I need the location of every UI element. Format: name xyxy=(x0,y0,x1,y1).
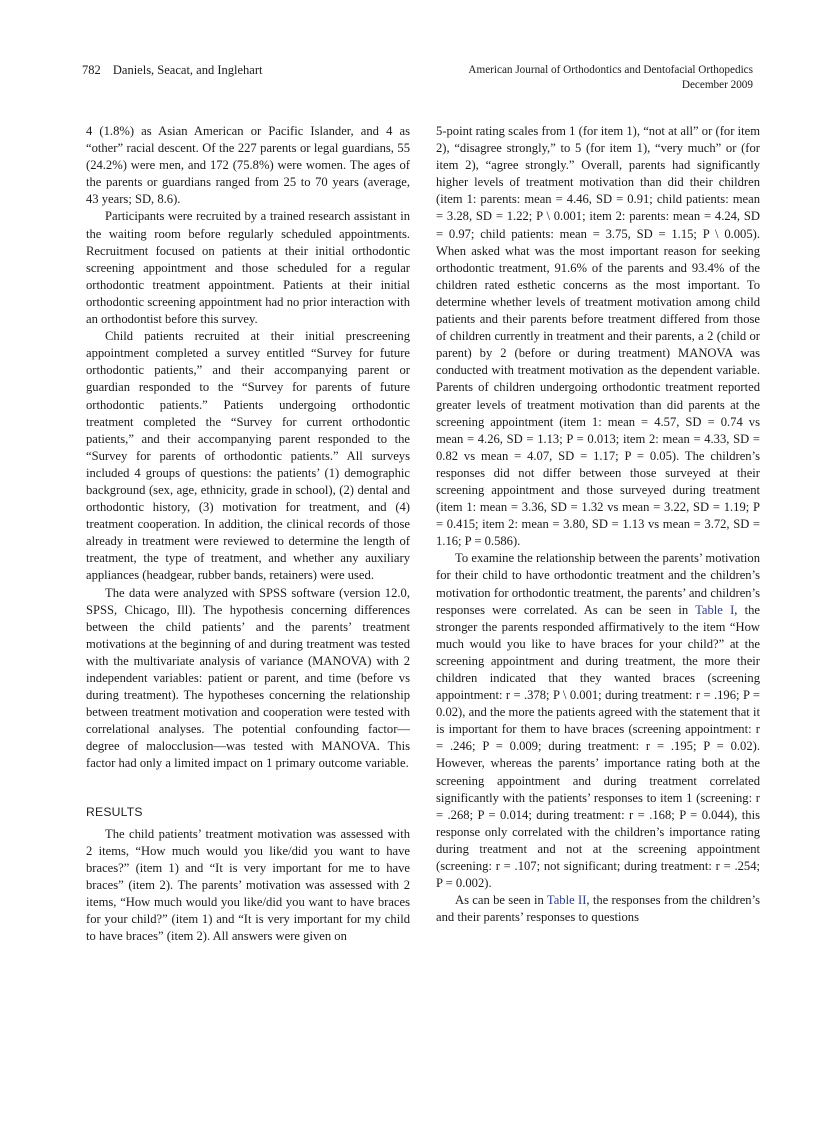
text-span: To examine the relationship between the parents’ motivation for their child to have orthodontic treatment and the children’s motivation for orthodontic treatment, the parents’ and children’s responses were correlated. As can be seen in xyxy=(436,551,760,617)
paragraph: The child patients’ treatment motivation was assessed with 2 items, “How much would you like/did you want to have braces?” (item 1) and “It is very important for me to have braces” (item 2). The parents’ motivation was assessed with 2 items, “How much would you like/did you want to have braces for your child?” (item 1) and “It is very important for my child to have braces” (item 2). All answers were given on xyxy=(86,826,410,944)
table-2-link[interactable]: Table II xyxy=(546,893,587,908)
paragraph: The data were analyzed with SPSS software (version 12.0, SPSS, Chicago, Ill). The hypothesis concerning differences between the child patients’ and the parents’ treatment motivations at the beginning of and during treatment was tested with the multivariate analysis of variance (MANOVA) with 2 independent variables: patient or parent, and time (before vs during treatment). The hypotheses concerning the relationship between treatment motivation and cooperation were tested with correlational analyses. The potential confounding factor—degree of malocclusion—was tested with MANOVA. This factor had only a limited impact on 1 primary outcome variable. xyxy=(86,585,410,771)
journal-title: American Journal of Orthodontics and Dentofacial Orthopedics xyxy=(468,64,753,76)
paragraph: 4 (1.8%) as Asian American or Pacific Islander, and 4 as “other” racial descent. Of the 227 parents or legal guardians, 55 (24.2%) were men, and 172 (75.8%) were women. The ages of the parents or guardians ranged from 25 to 70 years (average, 43 years; SD, 8.6). xyxy=(86,124,410,207)
text-span: , the responses from the children’s and their parents’ responses to questions xyxy=(436,893,760,925)
author-names: Daniels, Seacat, and Inglehart xyxy=(112,63,263,77)
paragraph: Child patients recruited at their initial prescreening appointment completed a survey entitled “Survey for future orthodontic patients,” and their accompanying parent or guardian responded to the “Survey for parents of future orthodontic patients.” Patients undergoing orthodontic treatment completed the “Survey for current orthodontic patients,” and their accompanying parent responded to the “Survey for parents of orthodontic patients.” All surveys included 4 groups of questions: the patients’ (1) demographic background (sex, age, ethnicity, grade in school), (2) dental and orthodontic history, (3) motivation for treatment, and (4) treatment cooperation. In addition, the clinical records of those already in treatment were reviewed to determine the length of treatment, the type of treatment, and whether any auxiliary appliances (headgear, rubber bands, retainers) were used. xyxy=(86,329,410,583)
section-heading-results: RESULTS xyxy=(86,804,143,819)
paragraph xyxy=(436,550,760,892)
paragraph: Participants were recruited by a trained research assistant in the waiting room before regularly scheduled appointments. Recruitment focused on patients at their initial orthodontic screening appointment and those scheduled for a regular orthodontic treatment appointment. Patients at their initial orthodontic screening appointment had no prior interaction with an orthodontist before this survey. xyxy=(86,209,410,327)
text-span: As can be seen in xyxy=(455,893,547,908)
issue-date: December 2009 xyxy=(681,79,753,91)
running-header-left xyxy=(82,63,262,78)
table-1-link[interactable]: Table I xyxy=(695,602,735,617)
page-number: 782 xyxy=(82,63,101,77)
paragraph xyxy=(436,892,760,926)
text-span: , the stronger the parents responded affirmatively to the item “How much would you like to have braces for your child?” at the screening appointment and during treatment, the more their children indicated that they wanted braces (screening appointment: r = .378; P \ 0.001; during treatment: r = .196; P = 0.02), and the more the patients agreed with the statement that it is important for them to have braces (screening appointment: r = .246; P = 0.009; during treatment: r = .195; P = 0.02). However, whereas the parents’ importance rating both at the screening appointment and during treatment correlated significantly with the patients’ responses to item 1 (screening: r = .268; P = 0.014; during treatment: r = .168; P = 0.044), this response only correlated with the children’s importance rating during treatment and not at the screening appointment (screening: r = .107; not significant; during treatment: r = .254; P = 0.002). xyxy=(436,602,761,891)
paragraph: 5-point rating scales from 1 (for item 1), “not at all” or (for item 2), “disagree strongly,” to 5 (for item 1), “very much” or (for item 2), “agree strongly.” Overall, parents had significantly higher levels of treatment motivation than did their children (item 1: parents: mean = 4.46, SD = 0.91; child patients: mean = 3.28, SD = 1.22; P \ 0.001; item 2: parents: mean = 4.24, SD = 0.97; child patients: mean = 3.75, SD = 1.15; P \ 0.005). When asked what was the most important reason for seeking orthodontic treatment, 91.6% of the parents and 93.4% of the children rated esthetic concerns as the most important. To determine whether levels of treatment motivation among child patients and their parents before treatment differed from those of children currently in treatment and their parents, a 2 (child or parent) by 2 (before or during treatment) MANOVA was conducted with treatment motivation as the dependent variable. Parents of children undergoing orthodontic treatment reported greater levels of treatment motivation than did parents at the screening appointment (item 1: mean = 4.57, SD = 0.74 vs mean = 4.26, SD = 1.13; P = 0.013; item 2: mean = 4.33, SD = 0.82 vs mean = 4.07, SD = 1.17; P = 0.05). The children’s responses did not differ between those surveyed at their screening appointment and those surveyed during treatment (item 1: mean = 3.36, SD = 1.32 vs mean = 3.22, SD = 1.19; P = 0.415; item 2: mean = 3.80, SD = 1.13 vs mean = 3.72, SD = 1.16; P = 0.586). xyxy=(436,124,760,549)
running-header-right xyxy=(468,63,753,93)
left-column xyxy=(86,123,410,945)
right-column xyxy=(436,123,760,926)
